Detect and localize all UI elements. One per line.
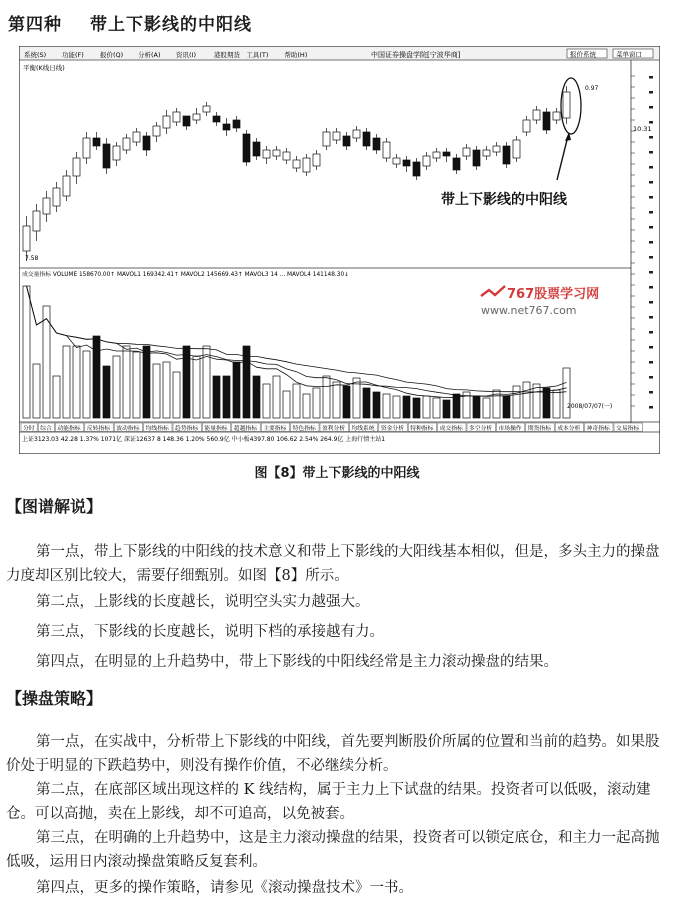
volume-bar [103,366,110,418]
volume-bar [533,384,540,418]
candle-body [343,136,350,146]
candle-body [353,130,360,138]
menu-item[interactable]: 工具(T) [246,51,269,59]
volume-bar [303,394,310,418]
menu-item[interactable]: 系统(S) [24,51,47,59]
volume-bar [433,398,440,418]
volume-bar [123,346,130,418]
candle-body [93,138,100,146]
volume-bar [193,356,200,418]
section1-paragraph-1: 第一点，带上下影线的中阳线的技术意义和带上下影线的大阳线基本相似，但是，多头主力的操盘力度却区别比较大，需要仔细甄别。如图【8】所示。 [6,544,660,584]
candle-body [33,211,40,231]
high-price-label: 0.97 [585,85,599,92]
volume-bar [173,372,180,418]
candle-body [253,142,260,156]
candle-body [293,160,300,168]
section2-paragraph-4: 第四点，更多的操作策略，请参见《滚动操盘技术》一书。 [36,880,413,896]
section1-paragraph-4: 第四点，在明显的上升趋势中，带上下影线的中阳线经常是主力滚动操盘的结果。 [36,654,558,670]
volume-bar [363,388,370,418]
volume-bar [233,362,240,418]
volume-bar [283,391,290,418]
volume-bar [373,392,380,418]
candle-body [173,112,180,122]
indicator-tab[interactable]: 盈利分析 [322,425,346,432]
volume-bar [113,356,120,418]
candle-body [403,160,410,166]
candle-body [183,116,190,126]
menu-item[interactable]: 报价(Q) [100,51,124,59]
volume-bar [223,376,230,418]
volume-bar [403,396,410,418]
section2-title: 【操盘策略】 [6,689,103,708]
candle-body [263,150,270,158]
status-bar: 上证3123.03 42.28 1.37% 1071亿 深证12637 8 148.36 1.20% 560.9亿 中小板4397.80 106.62 2.54% 264.9亿 上海行情主站1 [22,436,386,443]
candle-body [363,132,370,146]
candle-body [533,110,540,120]
candle-body [513,140,520,158]
candle-body [523,120,530,132]
volume-bar [323,376,330,418]
indicator-tab[interactable]: 特种指标 [410,425,434,432]
candle-body [53,188,60,206]
candle-body [153,126,160,136]
candle-body [383,142,390,158]
volume-bar [73,346,80,418]
candle-body [493,146,500,152]
candle-body [83,138,90,158]
indicator-tabs [21,423,642,432]
low-price-label: 7.58 [25,255,39,262]
volume-header: 成交量指标 VOLUME 158670.00↑ MAVOL1 169342.41↑ MAVOL2 145669.43↑ MAVOL3 14 ... MAVOL4 141148.30↓ [22,272,350,278]
candle-body [443,152,450,156]
candle-body [423,156,430,166]
heading-title: 带上下影线的中阳线 [90,15,252,35]
volume-bar [553,390,560,418]
volume-bar [293,384,300,418]
candle-body [193,114,200,120]
candle-body [103,144,110,168]
volume-bar [503,396,510,418]
stock-chart-screenshot [19,46,660,454]
right-price-label: 10.31 [633,125,652,133]
indicator-tab[interactable]: 动能指标 [57,425,81,432]
figure-caption: 图【8】带上下影线的中阳线 [254,466,420,481]
volume-bar [23,286,30,418]
watermark-brand: 767股票学习网 [507,287,600,302]
candle-body [483,150,490,156]
indicator-tab[interactable]: 成交指标 [439,425,463,432]
candle-body [43,198,50,214]
volume-bar [83,351,90,418]
volume-bar [183,346,190,418]
indicator-tab[interactable]: 趋势指标 [175,425,199,432]
candle-body [203,106,210,112]
section2-paragraph-1: 第一点，在实战中，分析带上下影线的中阳线，首先要判断股价所属的位置和当前的趋势。如果股价处于明显的下跌趋势中，则没有操作价值，不必继续分析。 [6,734,660,774]
indicator-tab[interactable]: 资金分析 [380,425,405,432]
heading-label: 第四种 [8,15,62,35]
candle-body [313,154,320,166]
candle-body [123,138,130,150]
volume-bar [63,346,70,418]
volume-bar [473,396,480,418]
volume-bar [143,346,150,418]
volume-bar [413,398,420,418]
candle-body [243,134,250,162]
indicator-tab[interactable]: 超越指标 [233,425,258,432]
volume-bar [253,376,260,418]
candle-body [413,162,420,176]
chart-annotation: 带上下影线的中阳线 [441,192,567,208]
volume-bar [313,388,320,418]
candle-body [473,150,480,166]
menu-item[interactable]: 港股期货 [214,51,240,59]
volume-bar [443,400,450,418]
indicator-tab[interactable]: 市场操作 [498,425,522,432]
volume-bar [423,396,430,418]
volume-bar [383,394,390,418]
watermark-url: www.net767.com [481,304,577,317]
volume-bar [263,384,270,418]
section2-paragraph-3: 第三点，在明确的上升趋势中，这是主力滚动操盘的结果，投资者可以锁定底仓，和主力一起高抛低吸，运用日内滚动操盘策略反复套利。 [6,830,660,870]
volume-bar [523,382,530,418]
indicator-tab[interactable]: 成本分析 [557,425,581,432]
candle-body [23,226,30,251]
candle-body [163,116,170,128]
section1-paragraph-2: 第二点，上影线的长度越长，说明空头实力越强大。 [36,594,370,610]
candle-body [463,148,470,156]
indicator-tab[interactable]: 反转指标 [86,425,111,432]
indicator-tab[interactable]: 特色指标 [292,425,316,432]
menu-item[interactable]: 资讯(I) [176,51,196,59]
candle-body [73,158,80,176]
section1-paragraph-3: 第三点，下影线的长度越长，说明下档的承接越有力。 [36,624,384,640]
candle-body [113,146,120,160]
indicator-tab[interactable]: 波动指标 [116,425,140,432]
date-label: 2008/07/07(一) [567,403,613,410]
volume-bar [153,364,160,418]
candle-body [283,152,290,160]
menu-item[interactable]: 分析(A) [138,51,161,59]
indicator-tab[interactable]: 主要指标 [263,425,287,432]
candle-body [433,152,440,158]
indicator-tab[interactable]: 综合 [40,425,52,432]
candle-body [393,158,400,164]
chapter-heading [8,10,252,35]
candle-body [323,132,330,146]
volume-bar [163,362,170,418]
volume-bar [53,376,60,418]
volume-bar [483,398,490,418]
candle-body [273,150,280,156]
menu-window-button[interactable]: 菜单窗口 [616,50,642,59]
candle-body [63,176,70,196]
candle-body [373,138,380,150]
candle-body [233,120,240,128]
volume-bar [273,376,280,418]
section1-title: 【图谱解说】 [6,497,103,516]
indicator-tab[interactable]: 交易指标 [616,425,640,432]
volume-bar [343,386,350,418]
volume-bar [393,396,400,418]
section2-paragraph-2: 第二点，在底部区域出现这样的 K 线结构，属于主力上下试盘的结果。投资者可以低吸，滚动建仓。可以高抛，卖在上影线，却不可追高，以免被套。 [6,782,651,822]
volume-bar [333,382,340,418]
volume-bar [133,352,140,418]
indicator-tab[interactable]: 分时 [23,425,35,432]
volume-bar [513,386,520,418]
candle-body [543,112,550,130]
candle-body [503,146,510,164]
candle-body [143,136,150,150]
candle-body [553,112,560,120]
volume-bar [563,368,570,418]
software-title: 中国证券操盘学院[宁波华商] [371,51,461,59]
candle-body [133,132,140,142]
quote-system-button[interactable]: 报价系统 [570,50,596,59]
candle-body [453,158,460,170]
chart-title: 平衡(K线日线) [23,64,65,72]
menu-item[interactable]: 功能(F) [62,51,84,59]
indicator-tab[interactable]: 能量指标 [204,425,228,432]
volume-bar [213,376,220,418]
indicator-tab[interactable]: 期货指标 [527,425,552,432]
candle-body [303,158,310,172]
indicator-tab[interactable]: 均线系统 [351,425,375,432]
candle-body [333,132,340,140]
menu-item[interactable]: 帮助(H) [284,51,308,59]
indicator-tab[interactable]: 神奇指标 [586,425,610,432]
candle-body [223,124,230,130]
volume-bar [33,364,40,418]
volume-bar [93,336,100,418]
candle-body [563,92,570,118]
indicator-tab[interactable]: 多空分析 [469,425,493,432]
candle-body [213,116,220,122]
indicator-tab[interactable]: 均线指标 [145,425,169,432]
